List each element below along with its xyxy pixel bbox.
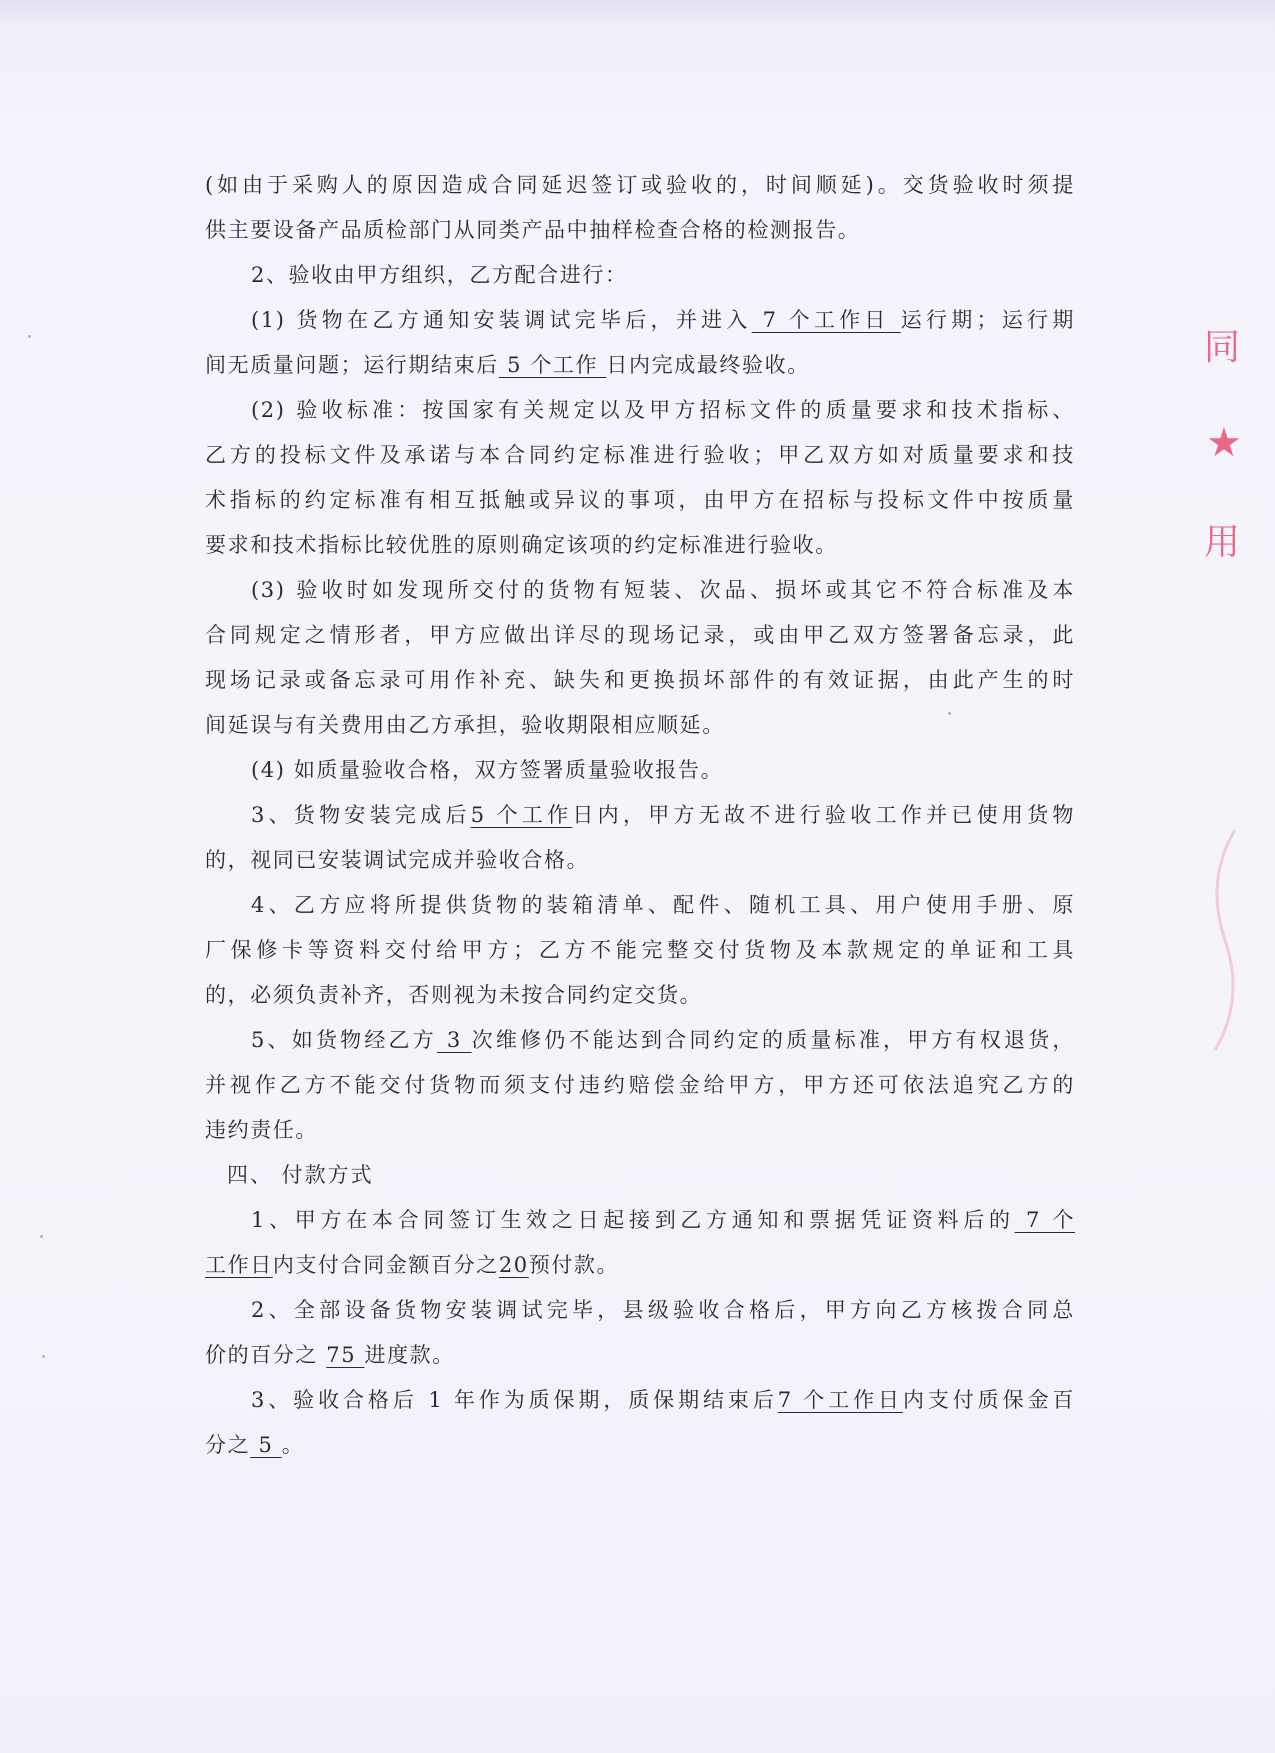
text-run: 违约责任。 [205, 1118, 318, 1142]
filled-blank: 7 个工作日 [777, 1388, 903, 1412]
text-line [205, 1115, 1075, 1145]
text-line [205, 1250, 1075, 1280]
text-line [205, 845, 1075, 875]
text-run: 并视作乙方不能交付货物而须支付违约赔偿金给甲方，甲方还可依法追究乙方的 [205, 1073, 1075, 1097]
text-run: 。 [281, 1433, 305, 1457]
contract-text [205, 170, 1075, 1475]
text-run: 1、甲方在本合同签订生效之日起接到乙方通知和票据凭证资料后的 [251, 1208, 1015, 1232]
text-line [205, 170, 1075, 200]
filled-blank: 3 [436, 1028, 472, 1052]
text-line [205, 260, 1075, 290]
red-seal-partial [1204, 327, 1244, 590]
text-run: 术指标的约定标准有相互抵触或异议的事项，由甲方在招标与投标文件中按质量 [205, 488, 1075, 512]
text-line [205, 215, 1075, 245]
filled-blank: 7 个工作日 [751, 308, 901, 332]
filled-blank: 20 [498, 1253, 529, 1277]
text-line [205, 890, 1075, 920]
text-line [205, 935, 1075, 965]
text-run: 运行期；运行期 [900, 308, 1076, 332]
text-line [205, 440, 1075, 470]
text-run: (1) 货物在乙方通知安装调试完毕后，并进入 [251, 308, 752, 332]
text-run: 日内，甲方无故不进行验收工作并已使用货物 [572, 803, 1075, 827]
text-run: (3) 验收时如发现所交付的货物有短装、次品、损坏或其它不符合标准及本 [251, 578, 1075, 602]
text-run: 内支付合同金额百分之 [272, 1253, 499, 1277]
filled-blank: 75 [326, 1343, 365, 1367]
filled-blank: 5 个工作 [470, 803, 573, 827]
text-line [205, 1070, 1075, 1100]
filled-blank: 7 个 [1014, 1208, 1075, 1232]
text-run: 进度款。 [364, 1343, 455, 1367]
text-run: 厂保修卡等资料交付给甲方；乙方不能完整交付货物及本款规定的单证和工具 [205, 938, 1075, 962]
text-run: 间延误与有关费用由乙方承担，验收期限相应顺延。 [205, 713, 725, 737]
text-run: 5、如货物经乙方 [251, 1028, 437, 1052]
text-line [205, 1340, 1075, 1370]
text-line [205, 1205, 1075, 1235]
text-run: 次维修仍不能达到合同约定的质量标准，甲方有权退货， [471, 1028, 1076, 1052]
text-run: (如由于采购人的原因造成合同延迟签订或验收的，时间顺延)。交货验收时须提 [205, 173, 1075, 197]
text-line [205, 530, 1075, 560]
text-run: 价的百分之 [205, 1343, 327, 1367]
text-line [205, 485, 1075, 515]
text-run: 要求和技术指标比较优胜的原则确定该项的约定标准进行验收。 [205, 533, 838, 557]
text-line [205, 665, 1075, 695]
text-run: 四、 付款方式 [227, 1163, 374, 1187]
scan-speck [28, 335, 31, 338]
text-line [205, 350, 1075, 380]
text-run: 2、全部设备货物安装调试完毕，县级验收合格后，甲方向乙方核拨合同总 [251, 1298, 1075, 1322]
text-run: 预付款。 [528, 1253, 620, 1277]
text-line [205, 1430, 1075, 1460]
filled-blank: 5 个工作 [498, 353, 607, 377]
scan-speck [40, 1235, 43, 1238]
text-line [205, 800, 1075, 830]
seal-star-icon: ★ [1206, 420, 1242, 466]
text-run: (2) 验收标准：按国家有关规定以及甲方招标文件的质量要求和技术指标、 [251, 398, 1075, 422]
scan-speck [42, 1355, 45, 1358]
filled-blank: 工作日 [205, 1253, 273, 1277]
text-line [205, 575, 1075, 605]
text-run: 供主要设备产品质检部门从同类产品中抽样检查合格的检测报告。 [205, 218, 861, 242]
text-run: 间无质量问题；运行期结束后 [205, 353, 499, 377]
text-line [205, 710, 1075, 740]
text-line [205, 980, 1075, 1010]
text-run: 乙方的投标文件及承诺与本合同约定标准进行验收；甲乙双方如对质量要求和技 [205, 443, 1075, 467]
section-heading [205, 1160, 1075, 1190]
faded-seal-mark [1195, 820, 1255, 1060]
text-line [205, 1295, 1075, 1325]
text-line [205, 620, 1075, 650]
filled-blank: 5 [250, 1433, 282, 1457]
seal-char: 同 [1204, 327, 1241, 368]
seal-char: 用 [1204, 522, 1241, 563]
text-run: 的，必须负责补齐，否则视为未按合同约定交货。 [205, 983, 703, 1007]
text-run: 现场记录或备忘录可用作补充、缺失和更换损坏部件的有效证据，由此产生的时 [205, 668, 1075, 692]
text-run: 4、乙方应将所提供货物的装箱清单、配件、随机工具、用户使用手册、原 [251, 893, 1075, 917]
text-run: 合同规定之情形者，甲方应做出详尽的现场记录，或由甲乙双方签署备忘录，此 [205, 623, 1075, 647]
text-run: 2、验收由甲方组织，乙方配合进行： [251, 263, 628, 287]
text-line [205, 305, 1075, 335]
text-run: 内支付质保金百 [902, 1388, 1076, 1412]
text-run: 日内完成最终验收。 [606, 353, 810, 377]
text-line [205, 1385, 1075, 1415]
scan-top-edge [0, 0, 1275, 22]
text-run: 的，视同已安装调试完成并验收合格。 [205, 848, 590, 872]
text-line [205, 1025, 1075, 1055]
text-run: 分之 [205, 1433, 251, 1457]
text-run: 3、验收合格后 1 年作为质保期，质保期结束后 [251, 1388, 778, 1412]
text-line [205, 395, 1075, 425]
text-run: (4) 如质量验收合格，双方签署质量验收报告。 [251, 758, 724, 782]
text-line [205, 755, 1075, 785]
text-run: 3、货物安装完成后 [251, 803, 471, 827]
